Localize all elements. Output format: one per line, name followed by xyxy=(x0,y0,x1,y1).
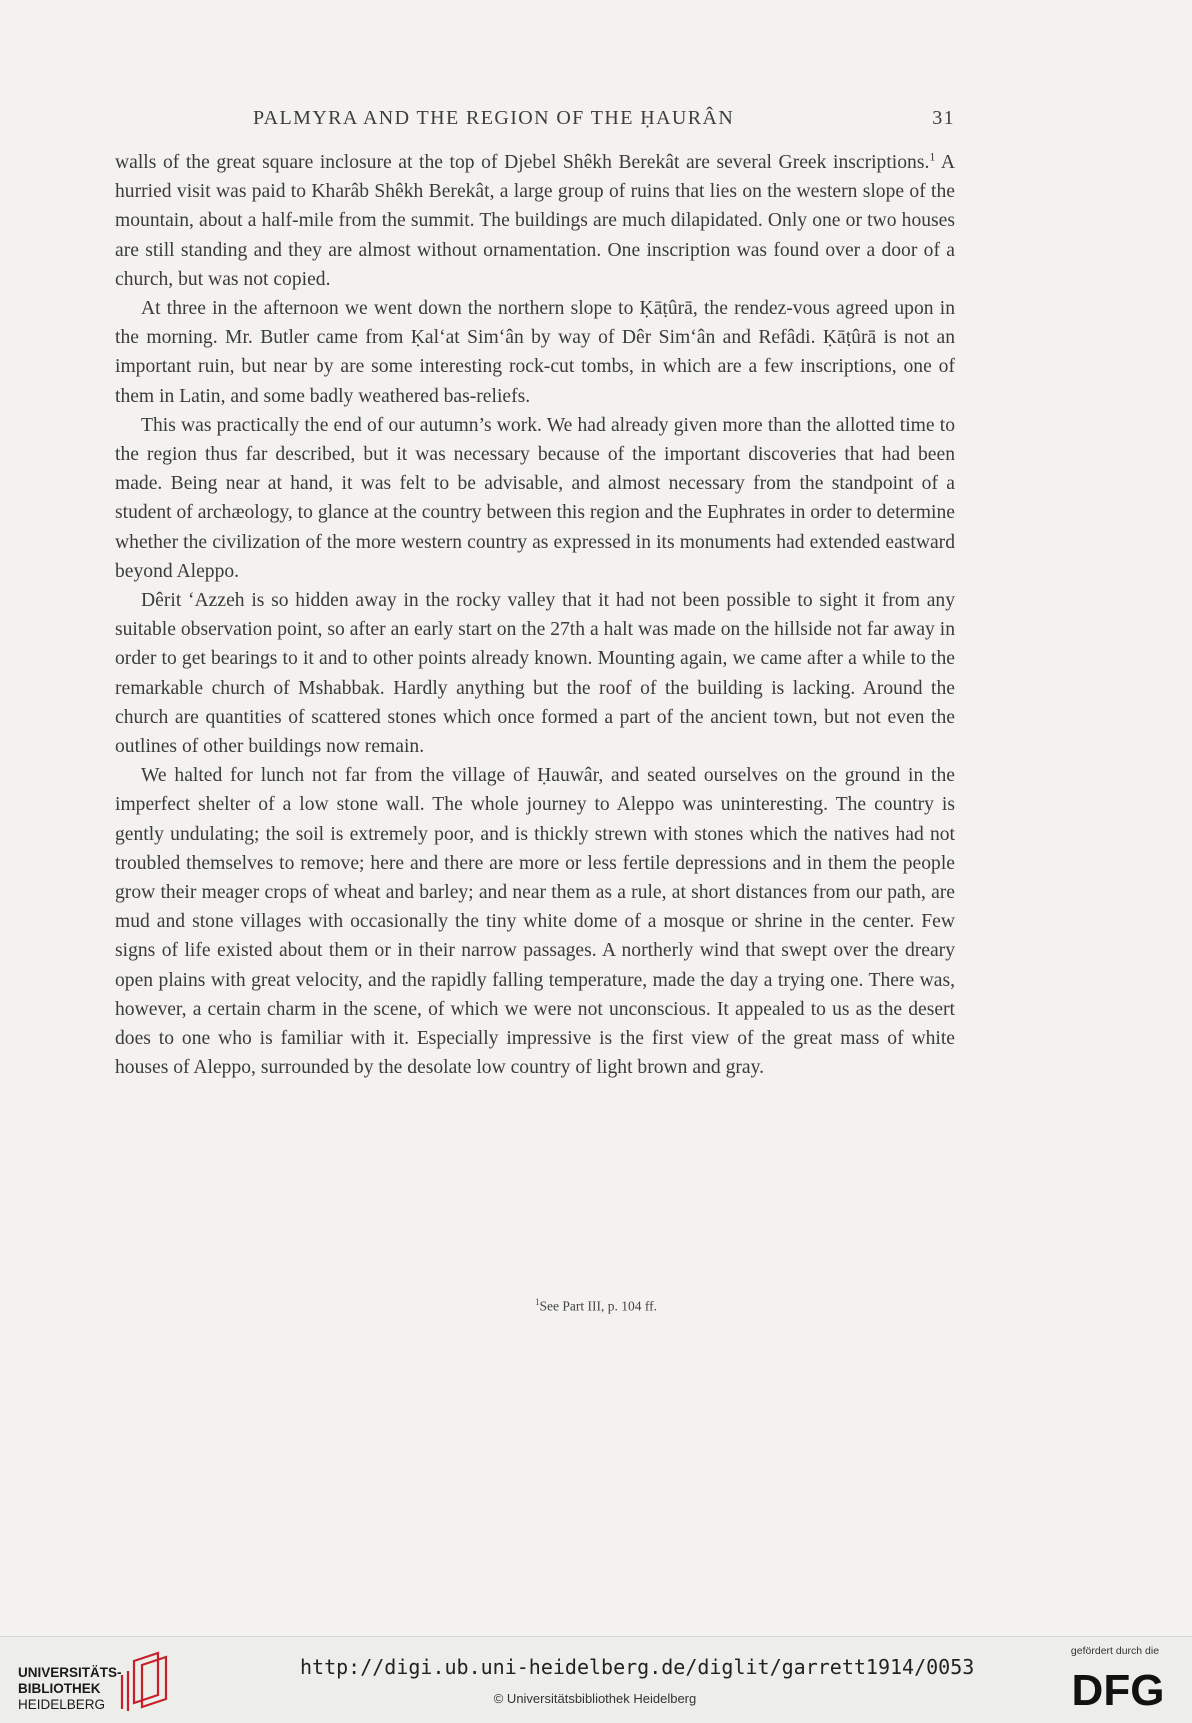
paragraph-5: We halted for lunch not far from the village of Ḥauwâr, and seated ourselves on the ground in the imperfect shelter of a low stone wall. The whole journey to Aleppo was uninteresting. The country is gently undulating; the soil is extremely poor, and is thickly strewn with stones which the natives had not troubled themselves to remove; here and there are more or less fertile depressions and in them the people grow their meager crops of wheat and barley; and near them as a rule, at short distances from our path, are mud and stone villages with occasionally the tiny white dome of a mosque or shrine in the center. Few signs of life existed about them or in their narrow passages. A northerly wind that swept over the dreary open plains with great velocity, and the rapidly falling temperature, made the day a trying one. There was, however, a certain charm in the scene, of which we were not unconscious. It appealed to us as the desert does to one who is familiar with it. Especially impressive is the first view of the great mass of white houses of Aleppo, surrounded by the desolate low country of light brown and gray. xyxy=(115,765,955,1079)
page-number: 31 xyxy=(932,107,955,129)
paragraph-1-start: walls of the great square inclosure at the top of Djebel Shêkh Berekât are several Greek inscriptions. xyxy=(115,152,930,173)
running-title: PALMYRA AND THE REGION OF THE ḤAURÂN xyxy=(253,107,735,129)
library-name-line3: HEIDELBERG xyxy=(18,1697,106,1712)
library-logo[interactable] xyxy=(18,1651,188,1713)
paragraph-3: This was practically the end of our autumn’s work. We had already given more than the allotted time to the region thus far described, but it was necessary because of the important discoveries that had been made. Being near at hand, it was felt to be advisable, and almost necessary from the standpoint of a student of archæology, to glance at the country between this region and the Euphrates in order to determine whether the civilization of the more western country as expressed in its monuments had extended eastward beyond Aleppo. xyxy=(115,414,955,582)
funder-logo[interactable] xyxy=(1060,1645,1180,1717)
library-name-line1: UNIVERSITÄTS- xyxy=(18,1665,122,1680)
dfg-logo-text: DFG xyxy=(1071,1666,1165,1711)
footnote-reference: 1 xyxy=(929,149,936,164)
paragraph-4: Dêrit ‘Azzeh is so hidden away in the rocky valley that it had not been possible to sight it from any suitable observation point, so after an early start on the 27th a halt was made on the hillside not far away in order to get bearings to it and to other points already known. Mounting again, we came after a while to the remarkable church of Mshabbak. Hardly anything but the roof of the building is lacking. Around the church are quantities of scattered stones which once formed a part of the ancient town, but not even the outlines of other buildings now remain. xyxy=(115,590,955,758)
paragraph-1-tail: A hurried visit was paid to Kharâb Shêkh Berekât, a large group of ruins that lies on the western slope of the mountain, about a half-mile from the summit. The buildings are much dilapidated. Only one or two houses are still standing and they are almost without ornamentation. One inscription was found over a door of a church, but was not copied. xyxy=(115,152,956,290)
funding-caption: gefördert durch die xyxy=(1070,1645,1160,1657)
paragraph-2: At three in the afternoon we went down the northern slope to Ḳāṭûrā, the rendez-vous agreed upon in the morning. Mr. Butler came from Ḳal‘at Sim‘ân by way of Dêr Sim‘ân and Refâdi. Ḳāṭûrā is not an important ruin, but near by are some interesting rock-cut tombs, in which are a few inscriptions, one of them in Latin, and some badly weathered bas-reliefs. xyxy=(115,298,955,407)
body-text xyxy=(115,148,955,1083)
footnote-marker: 1 xyxy=(535,1297,540,1307)
paragraph-1 xyxy=(115,148,955,294)
footer-bar xyxy=(0,1636,1192,1723)
dfg-logo-icon xyxy=(1062,1665,1174,1711)
permalink-url[interactable]: http://digi.ub.uni-heidelberg.de/diglit/garrett1914/0053 xyxy=(300,1655,975,1679)
library-name-line2: BIBLIOTHEK xyxy=(18,1681,101,1696)
footnote xyxy=(0,1297,1192,1315)
library-emblem-icon xyxy=(120,1651,178,1713)
copyright-notice: © Universitätsbibliothek Heidelberg xyxy=(493,1691,697,1706)
footnote-text: See Part III, p. 104 ff. xyxy=(539,1298,657,1314)
